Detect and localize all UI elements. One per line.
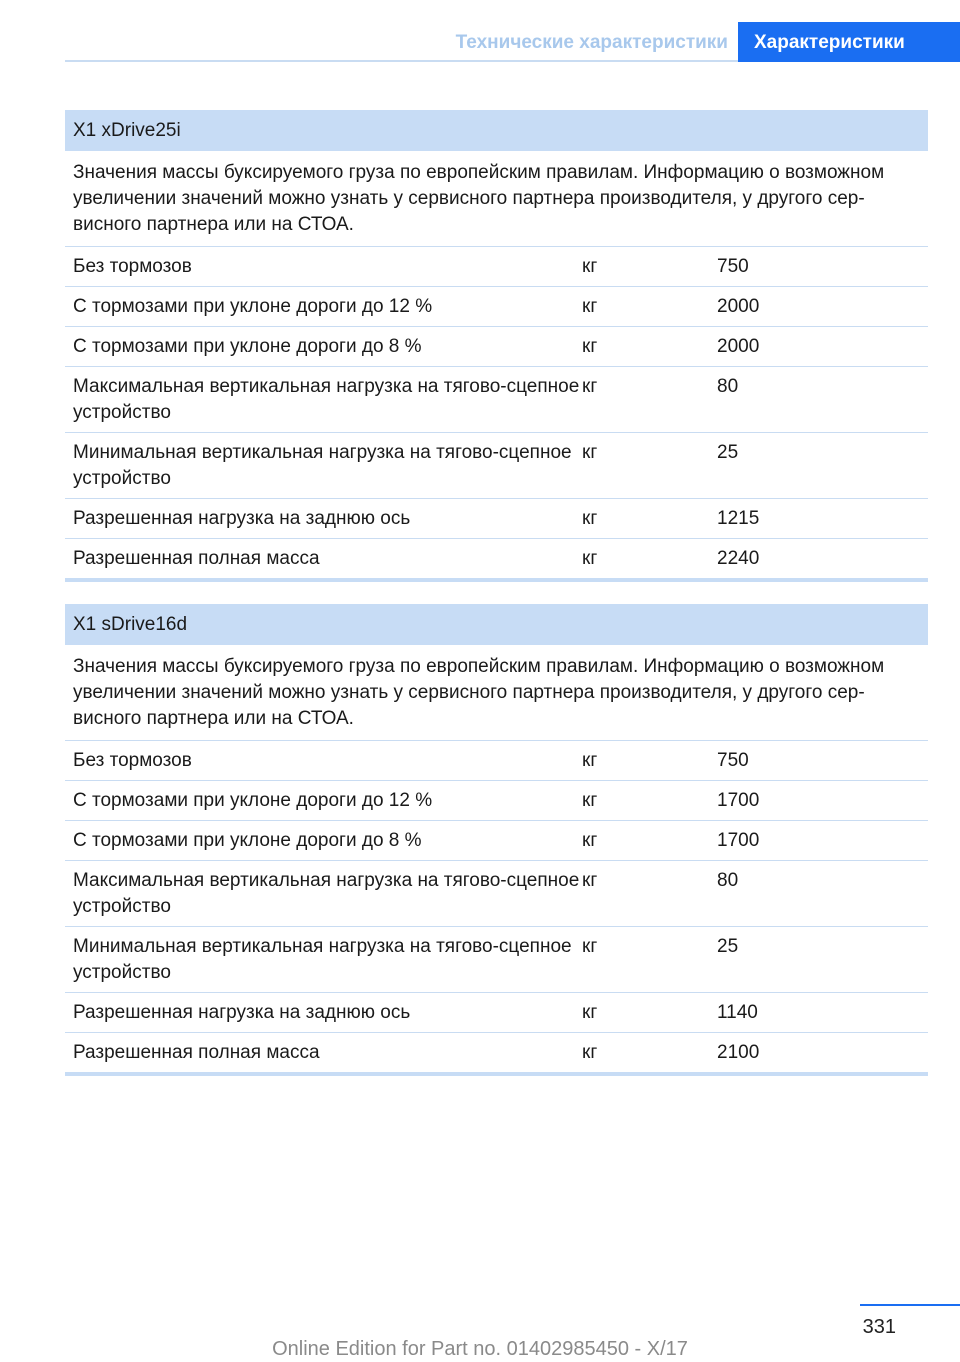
footer-rule	[860, 1304, 960, 1306]
spec-table-xdrive25i	[65, 110, 928, 582]
row-label: Разрешенная полная масса	[73, 1042, 320, 1063]
row-unit: кг	[582, 256, 598, 277]
row-label: Минимальная вертикальная нагрузка на тягово-сцепное устройство	[73, 936, 572, 983]
row-label: Без тормозов	[73, 750, 192, 771]
spec-table-sdrive16d	[65, 604, 928, 1076]
row-unit: кг	[582, 790, 598, 811]
row-label: Максимальная вертикальная нагрузка на тягово-сцепное устройство	[73, 376, 580, 423]
row-unit: кг	[582, 296, 598, 317]
table-row	[65, 1033, 928, 1072]
row-value: 2000	[717, 296, 760, 317]
header-section-title: Технические характеристики	[455, 32, 728, 53]
row-unit: кг	[582, 870, 598, 891]
row-label: Разрешенная нагрузка на заднюю ось	[73, 1002, 411, 1023]
table-intro: Значения массы буксируемого груза по европейским правилам. Информацию о возможном увеличении значений можно узнать у сервисного партнера производителя, у другого сервисного партнера или на СТОА.	[65, 151, 928, 247]
row-label: С тормозами при уклоне дороги до 8 %	[73, 830, 422, 851]
row-value: 80	[717, 376, 739, 397]
row-value: 80	[717, 870, 739, 891]
row-label: Без тормозов	[73, 256, 192, 277]
table-row	[65, 247, 928, 287]
page-number: 331	[862, 1316, 896, 1338]
row-label: Максимальная вертикальная нагрузка на тягово-сцепное устройство	[73, 870, 580, 917]
header-chapter-tab: Характеристики	[738, 22, 960, 62]
table-row	[65, 781, 928, 821]
table-row	[65, 433, 928, 499]
table-row	[65, 327, 928, 367]
table-row	[65, 499, 928, 539]
table-row	[65, 993, 928, 1033]
row-value: 750	[717, 256, 749, 277]
row-unit: кг	[582, 830, 598, 851]
table-row	[65, 821, 928, 861]
row-unit: кг	[582, 336, 598, 357]
table-title: X1 xDrive25i	[65, 110, 928, 151]
table-row	[65, 927, 928, 993]
row-unit: кг	[582, 936, 598, 957]
row-label: Разрешенная нагрузка на заднюю ось	[73, 508, 411, 529]
row-label: С тормозами при уклоне дороги до 8 %	[73, 336, 422, 357]
table-intro: Значения массы буксируемого груза по европейским правилам. Информацию о возможном увеличении значений можно узнать у сервисного партнера производителя, у другого сервисного партнера или на СТОА.	[65, 645, 928, 741]
table-title: X1 sDrive16d	[65, 604, 928, 645]
row-label: С тормозами при уклоне дороги до 12 %	[73, 296, 433, 317]
row-value: 25	[717, 936, 739, 957]
row-unit: кг	[582, 750, 598, 771]
row-value: 1140	[717, 1002, 758, 1023]
row-label: С тормозами при уклоне дороги до 12 %	[73, 790, 433, 811]
table-end-rule	[65, 1072, 928, 1076]
row-value: 2000	[717, 336, 760, 357]
row-unit: кг	[582, 1042, 598, 1063]
row-value: 1700	[717, 790, 760, 811]
row-unit: кг	[582, 1002, 598, 1023]
table-row	[65, 539, 928, 578]
row-unit: кг	[582, 548, 598, 569]
table-row	[65, 367, 928, 433]
table-end-rule	[65, 578, 928, 582]
row-label: Разрешенная полная масса	[73, 548, 320, 569]
row-unit: кг	[582, 376, 598, 397]
table-row	[65, 861, 928, 927]
table-row	[65, 741, 928, 781]
row-label: Минимальная вертикальная нагрузка на тягово-сцепное устройство	[73, 442, 572, 489]
row-value: 750	[717, 750, 749, 771]
row-unit: кг	[582, 442, 598, 463]
row-value: 2100	[717, 1042, 760, 1063]
row-value: 2240	[717, 548, 760, 569]
row-unit: кг	[582, 508, 598, 529]
row-value: 1700	[717, 830, 760, 851]
table-row	[65, 287, 928, 327]
row-value: 25	[717, 442, 739, 463]
row-value: 1215	[717, 508, 760, 529]
footer-edition-text: Online Edition for Part no. 01402985450 - X/17	[272, 1338, 688, 1360]
